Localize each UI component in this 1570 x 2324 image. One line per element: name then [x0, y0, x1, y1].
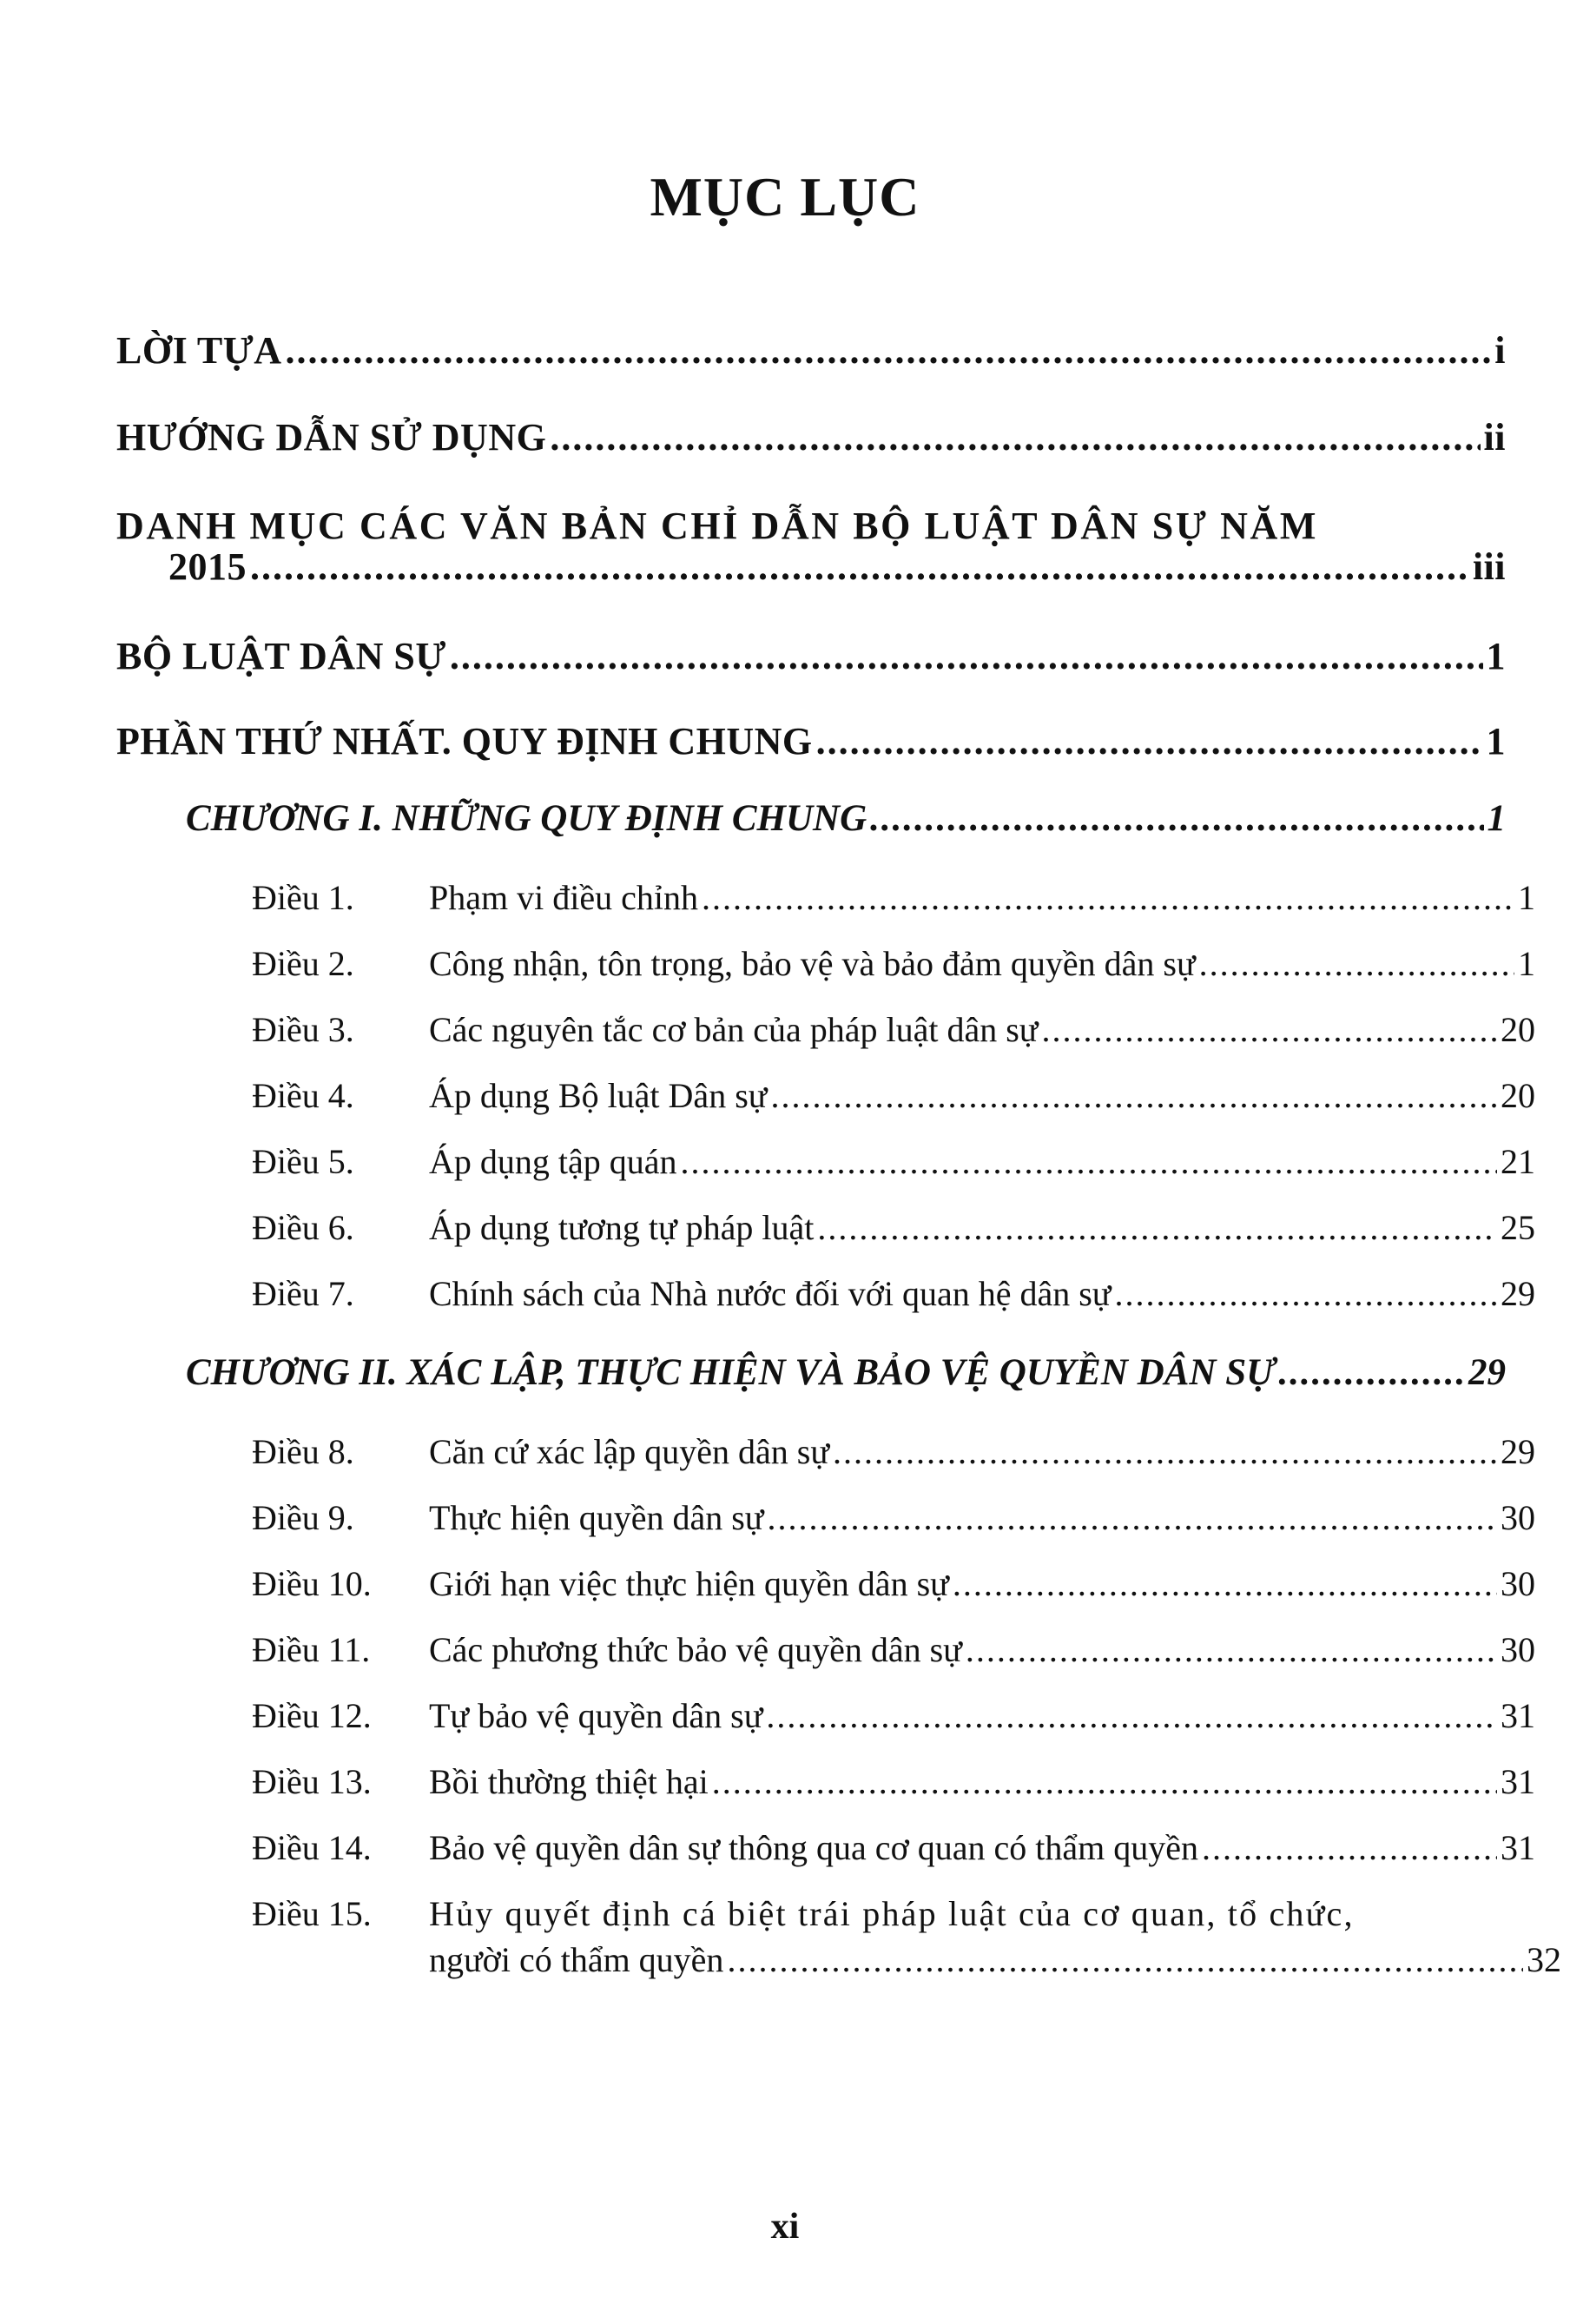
toc-entry-page: 32 [1527, 1940, 1561, 1979]
toc-entry-phan-thu-nhat[interactable] [116, 719, 1506, 763]
toc-entry-label-line1: Hủy quyết định cá biệt trái pháp luật của cơ quan, tổ chức, [429, 1894, 1355, 1933]
toc-entry-dieu-8[interactable] [252, 1431, 1535, 1472]
toc-entry-dieu-14[interactable] [252, 1827, 1535, 1868]
toc-entry-label: HƯỚNG DẪN SỬ DỤNG [116, 416, 547, 459]
article-number: Điều 10. [252, 1564, 372, 1603]
toc-entry-page: 29 [1501, 1274, 1535, 1313]
leader-dots [1199, 943, 1514, 984]
toc-entry-page: i [1494, 329, 1506, 372]
toc-entry-dieu-5[interactable] [252, 1141, 1535, 1182]
article-number: Điều 4. [252, 1076, 354, 1115]
toc-entry-chuong-1[interactable] [186, 797, 1506, 840]
toc-entry-label: LỜI TỰA [116, 329, 282, 372]
toc-entry-label-line1: DANH MỤC CÁC VĂN BẢN CHỈ DẪN BỘ LUẬT DÂN SỰ NĂM [116, 505, 1318, 547]
toc-entry-page: ii [1483, 416, 1506, 459]
toc-entry-huong-dan[interactable] [116, 415, 1506, 459]
toc-entry-page: 31 [1501, 1696, 1535, 1735]
toc-entry-page: iii [1472, 545, 1506, 588]
leader-dots [550, 415, 1480, 459]
toc-entry-page: 1 [1487, 798, 1506, 839]
toc-entry-page: 21 [1501, 1142, 1535, 1181]
toc-entry-label-line2: người có thẩm quyền [429, 1940, 724, 1979]
toc-entry-label: Các phương thức bảo vệ quyền dân sự [429, 1630, 962, 1669]
toc-entry-row1 [252, 1893, 1561, 1934]
toc-entry-page: 1 [1486, 720, 1506, 763]
leader-dots [727, 1939, 1523, 1980]
leader-dots [712, 1761, 1497, 1802]
toc-entry-label-line2-row [116, 545, 1506, 589]
leader-dots [702, 877, 1514, 918]
toc-entry-dieu-6[interactable] [252, 1207, 1535, 1248]
toc-entry-row2 [252, 1939, 1561, 1980]
toc-entry-label: BỘ LUẬT DÂN SỰ [116, 635, 446, 677]
toc-entry-dieu-4[interactable] [252, 1075, 1535, 1116]
toc-entry-page: 30 [1501, 1498, 1535, 1537]
toc-entry-page: 29 [1501, 1432, 1535, 1471]
toc-entry-label: Căn cứ xác lập quyền dân sự [429, 1432, 829, 1471]
article-number: Điều 2. [252, 944, 354, 983]
article-number: Điều 5. [252, 1142, 354, 1181]
leader-dots [816, 719, 1483, 763]
toc-entry-page: 31 [1501, 1828, 1535, 1867]
toc-entry-dieu-9[interactable] [252, 1497, 1535, 1538]
article-number: Điều 9. [252, 1498, 354, 1537]
leader-dots [833, 1431, 1497, 1472]
toc-entry-label: Tự bảo vệ quyền dân sự [429, 1696, 763, 1735]
article-number: Điều 3. [252, 1010, 354, 1049]
toc-entry-label: Phạm vi điều chỉnh [429, 878, 698, 917]
toc-entry-loi-tua[interactable] [116, 328, 1506, 373]
page-title: MỤC LỤC [650, 166, 920, 228]
toc-entry-dieu-1[interactable] [252, 877, 1535, 918]
toc-entry-page: 25 [1501, 1208, 1535, 1247]
toc-entry-page: 1 [1518, 878, 1535, 917]
toc-entry-label: Giới hạn việc thực hiện quyền dân sự [429, 1564, 949, 1603]
article-number: Điều 6. [252, 1208, 354, 1247]
article-number: Điều 7. [252, 1274, 354, 1313]
toc-entry-dieu-13[interactable] [252, 1761, 1535, 1802]
toc-entry-label: Áp dụng tương tự pháp luật [429, 1208, 815, 1247]
leader-dots [1041, 1009, 1497, 1050]
toc-entry-label: CHƯƠNG I. NHỮNG QUY ĐỊNH CHUNG [186, 798, 867, 839]
leader-dots [1115, 1273, 1498, 1314]
toc-entry-label: Bảo vệ quyền dân sự thông qua cơ quan có thẩm quyền [429, 1828, 1198, 1867]
toc-entry-label: CHƯƠNG II. XÁC LẬP, THỰC HIỆN VÀ BẢO VỆ QUYỀN DÂN SỰ [186, 1352, 1276, 1393]
article-number: Điều 14. [252, 1828, 372, 1867]
toc-entry-label: Bồi thường thiệt hại [429, 1762, 709, 1801]
toc-entry-page: 20 [1501, 1010, 1535, 1049]
toc-entry-page: 1 [1486, 635, 1506, 677]
toc-entry-dieu-2[interactable] [252, 943, 1535, 984]
toc-entry-bo-luat[interactable] [116, 634, 1506, 678]
toc-entry-page: 1 [1518, 944, 1535, 983]
leader-dots [286, 328, 1492, 373]
toc-entry-label: PHẦN THỨ NHẤT. QUY ĐỊNH CHUNG [116, 720, 813, 763]
page-number: xi [770, 2207, 800, 2247]
leader-dots [766, 1695, 1497, 1736]
article-number: Điều 8. [252, 1432, 354, 1471]
article-number: Điều 1. [252, 878, 354, 917]
leader-dots [250, 545, 1469, 589]
toc-entry-dieu-11[interactable] [252, 1629, 1535, 1670]
toc-entry-dieu-3[interactable] [252, 1009, 1535, 1050]
toc-entry-page: 20 [1501, 1076, 1535, 1115]
toc-entry-label: Các nguyên tắc cơ bản của pháp luật dân sự [429, 1010, 1039, 1049]
toc-entry-page: 30 [1501, 1564, 1535, 1603]
leader-dots [817, 1207, 1497, 1248]
toc-entry-label: Thực hiện quyền dân sự [429, 1498, 764, 1537]
toc-entry-danh-muc[interactable] [116, 504, 1506, 589]
leader-dots [1202, 1827, 1497, 1868]
toc-entry-label: Công nhận, tôn trọng, bảo vệ và bảo đảm quyền dân sự [429, 944, 1196, 983]
toc-entry-label-line2: 2015 [168, 545, 247, 588]
toc-entry-dieu-15[interactable] [252, 1893, 1561, 1980]
leader-dots [966, 1629, 1497, 1670]
article-number: Điều 13. [252, 1762, 372, 1801]
leader-dots [681, 1141, 1497, 1182]
leader-dots [770, 1075, 1497, 1116]
toc-entry-chuong-2[interactable] [186, 1351, 1506, 1394]
toc-entry-label: Chính sách của Nhà nước đối với quan hệ dân sự [429, 1274, 1112, 1313]
leader-dots [768, 1497, 1498, 1538]
toc-entry-dieu-10[interactable] [252, 1563, 1535, 1604]
toc-entry-label: Áp dụng tập quán [429, 1142, 677, 1181]
toc-entry-page: 29 [1468, 1352, 1506, 1393]
article-number: Điều 12. [252, 1696, 372, 1735]
toc-entry-page: 30 [1501, 1630, 1535, 1669]
leader-dots [450, 634, 1483, 678]
leader-dots [870, 797, 1483, 840]
toc-entry-label: Áp dụng Bộ luật Dân sự [429, 1076, 768, 1115]
toc-entry-dieu-7[interactable] [252, 1273, 1535, 1314]
leader-dots [1278, 1351, 1465, 1394]
toc-entry-page: 31 [1501, 1762, 1535, 1801]
article-number: Điều 15. [252, 1894, 372, 1933]
toc-entry-dieu-12[interactable] [252, 1695, 1535, 1736]
leader-dots [953, 1563, 1497, 1604]
article-number: Điều 11. [252, 1630, 371, 1669]
